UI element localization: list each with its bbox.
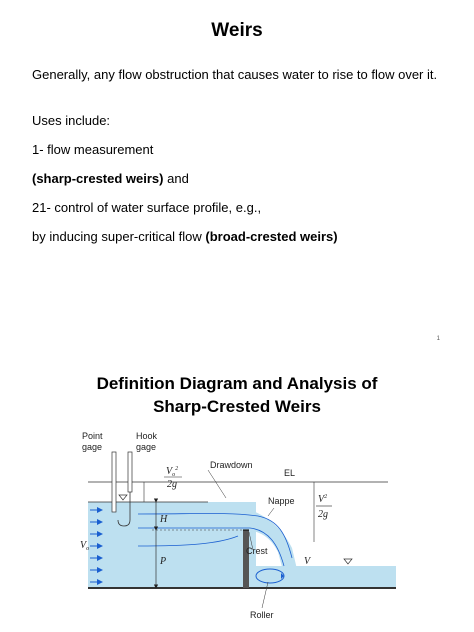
uses-heading: Uses include:	[32, 113, 111, 128]
hook-gage-label-2: gage	[136, 442, 157, 452]
weir-plate	[243, 530, 249, 588]
roller-label: Roller	[250, 610, 274, 620]
use-1: 1- flow measurement	[32, 142, 154, 157]
slide-title-2	[0, 372, 474, 418]
slide-2	[0, 350, 474, 632]
nappe-velocity-head-numerator: $V^2$	[318, 494, 328, 505]
point-gage-label-2: gage	[82, 442, 103, 452]
nappe-label: Nappe	[268, 496, 295, 506]
page-number: 1	[436, 336, 440, 342]
weir-height-label: P	[160, 556, 167, 567]
use-2-detail	[32, 228, 447, 245]
nappe-velocity-head-denominator: 2g	[318, 509, 328, 520]
point-gage	[112, 452, 116, 512]
point-gage-label-1: Point	[82, 431, 103, 441]
surface-marker-upstream	[119, 495, 127, 500]
upstream-velocity-head-numerator: $V_o^2$	[166, 466, 179, 478]
upstream-velocity-head-denominator: 2g	[167, 479, 177, 490]
nappe-velocity-label: V	[304, 556, 311, 567]
energy-line-label: EL	[284, 468, 296, 478]
surface-marker-downstream	[344, 559, 352, 564]
weir-definition-diagram	[78, 430, 398, 626]
use-1-detail-tail: and	[163, 171, 189, 186]
intro-paragraph: Generally, any flow obstruction that causes water to rise to flow over it.	[32, 67, 438, 82]
use-2-detail-text: by inducing super-critical flow	[32, 229, 206, 244]
use-1-detail	[32, 170, 447, 187]
hook-gage-label-1: Hook	[136, 431, 158, 441]
title-line-1: Definition Diagram and Analysis of	[96, 374, 378, 393]
hook-gage	[128, 452, 132, 492]
use-1-detail-bold: (sharp-crested weirs)	[32, 171, 164, 186]
approach-velocity-label: $V_o$	[80, 540, 90, 552]
downstream-water	[256, 566, 396, 588]
drawdown-label: Drawdown	[210, 460, 253, 470]
title-line-2: Sharp-Crested Weirs	[153, 397, 321, 416]
head-label: H	[160, 514, 168, 525]
use-2-detail-bold: (broad-crested weirs)	[205, 229, 338, 244]
crest-label: Crest	[246, 546, 268, 556]
slide-title: Weirs	[211, 20, 263, 41]
use-2: 21- control of water surface profile, e.g.,	[32, 200, 262, 215]
